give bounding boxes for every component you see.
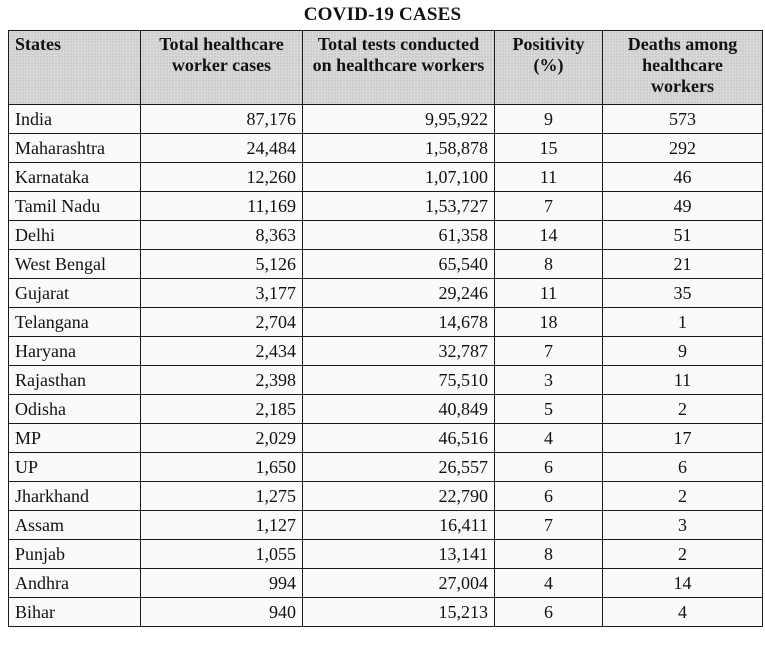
cell-state: Tamil Nadu xyxy=(9,192,141,221)
covid-cases-table xyxy=(8,30,763,627)
cell-total-tests: 27,004 xyxy=(303,569,495,598)
cell-state: Andhra xyxy=(9,569,141,598)
table-row xyxy=(9,134,763,163)
table-row xyxy=(9,279,763,308)
cell-total-cases: 3,177 xyxy=(141,279,303,308)
cell-deaths: 2 xyxy=(603,540,763,569)
cell-total-tests: 26,557 xyxy=(303,453,495,482)
cell-deaths: 9 xyxy=(603,337,763,366)
table-body xyxy=(9,105,763,627)
cell-total-cases: 994 xyxy=(141,569,303,598)
cell-deaths: 4 xyxy=(603,598,763,627)
cell-state: Haryana xyxy=(9,337,141,366)
cell-state: Maharashtra xyxy=(9,134,141,163)
table-row xyxy=(9,105,763,134)
cell-positivity: 18 xyxy=(495,308,603,337)
table-row xyxy=(9,221,763,250)
cell-deaths: 14 xyxy=(603,569,763,598)
cell-total-cases: 11,169 xyxy=(141,192,303,221)
cell-state: West Bengal xyxy=(9,250,141,279)
cell-total-cases: 2,029 xyxy=(141,424,303,453)
cell-total-cases: 8,363 xyxy=(141,221,303,250)
table-row xyxy=(9,250,763,279)
cell-total-cases: 1,650 xyxy=(141,453,303,482)
cell-deaths: 292 xyxy=(603,134,763,163)
table-row xyxy=(9,424,763,453)
table-row xyxy=(9,308,763,337)
cell-total-tests: 22,790 xyxy=(303,482,495,511)
cell-deaths: 3 xyxy=(603,511,763,540)
cell-positivity: 6 xyxy=(495,598,603,627)
cell-deaths: 51 xyxy=(603,221,763,250)
cell-total-tests: 1,53,727 xyxy=(303,192,495,221)
table-row xyxy=(9,395,763,424)
cell-total-cases: 24,484 xyxy=(141,134,303,163)
table-row xyxy=(9,569,763,598)
cell-deaths: 49 xyxy=(603,192,763,221)
table-row xyxy=(9,598,763,627)
header-states: States xyxy=(9,31,141,105)
table-row xyxy=(9,540,763,569)
cell-state: Bihar xyxy=(9,598,141,627)
table-row xyxy=(9,511,763,540)
cell-positivity: 11 xyxy=(495,279,603,308)
cell-deaths: 573 xyxy=(603,105,763,134)
table-row xyxy=(9,192,763,221)
cell-state: Punjab xyxy=(9,540,141,569)
cell-total-cases: 87,176 xyxy=(141,105,303,134)
cell-total-cases: 2,704 xyxy=(141,308,303,337)
cell-deaths: 21 xyxy=(603,250,763,279)
table-row xyxy=(9,163,763,192)
header-positivity: Positivity (%) xyxy=(495,31,603,105)
cell-total-tests: 65,540 xyxy=(303,250,495,279)
cell-total-tests: 1,58,878 xyxy=(303,134,495,163)
cell-positivity: 14 xyxy=(495,221,603,250)
cell-deaths: 2 xyxy=(603,395,763,424)
cell-total-cases: 1,055 xyxy=(141,540,303,569)
cell-deaths: 35 xyxy=(603,279,763,308)
cell-state: UP xyxy=(9,453,141,482)
table-row xyxy=(9,453,763,482)
cell-total-tests: 14,678 xyxy=(303,308,495,337)
cell-total-tests: 13,141 xyxy=(303,540,495,569)
cell-positivity: 11 xyxy=(495,163,603,192)
cell-state: Assam xyxy=(9,511,141,540)
cell-positivity: 7 xyxy=(495,192,603,221)
header-total-tests: Total tests conducted on healthcare workers xyxy=(303,31,495,105)
cell-state: Jharkhand xyxy=(9,482,141,511)
cell-positivity: 8 xyxy=(495,540,603,569)
cell-total-tests: 16,411 xyxy=(303,511,495,540)
cell-total-tests: 61,358 xyxy=(303,221,495,250)
cell-positivity: 4 xyxy=(495,569,603,598)
cell-total-cases: 940 xyxy=(141,598,303,627)
cell-total-cases: 12,260 xyxy=(141,163,303,192)
table-row xyxy=(9,337,763,366)
cell-deaths: 2 xyxy=(603,482,763,511)
table-row xyxy=(9,366,763,395)
cell-deaths: 46 xyxy=(603,163,763,192)
cell-state: India xyxy=(9,105,141,134)
cell-total-cases: 2,398 xyxy=(141,366,303,395)
cell-total-cases: 2,434 xyxy=(141,337,303,366)
cell-total-tests: 46,516 xyxy=(303,424,495,453)
cell-state: Rajasthan xyxy=(9,366,141,395)
cell-state: MP xyxy=(9,424,141,453)
cell-positivity: 9 xyxy=(495,105,603,134)
cell-total-cases: 5,126 xyxy=(141,250,303,279)
cell-positivity: 3 xyxy=(495,366,603,395)
cell-positivity: 7 xyxy=(495,511,603,540)
cell-positivity: 8 xyxy=(495,250,603,279)
cell-deaths: 6 xyxy=(603,453,763,482)
header-total-cases: Total healthcare worker cases xyxy=(141,31,303,105)
cell-positivity: 6 xyxy=(495,453,603,482)
cell-positivity: 15 xyxy=(495,134,603,163)
cell-total-tests: 1,07,100 xyxy=(303,163,495,192)
cell-positivity: 6 xyxy=(495,482,603,511)
cell-positivity: 4 xyxy=(495,424,603,453)
cell-deaths: 17 xyxy=(603,424,763,453)
cell-total-tests: 40,849 xyxy=(303,395,495,424)
cell-positivity: 7 xyxy=(495,337,603,366)
cell-total-tests: 29,246 xyxy=(303,279,495,308)
cell-state: Gujarat xyxy=(9,279,141,308)
cell-positivity: 5 xyxy=(495,395,603,424)
table-row xyxy=(9,482,763,511)
cell-total-tests: 15,213 xyxy=(303,598,495,627)
cell-total-cases: 1,127 xyxy=(141,511,303,540)
cell-state: Karnataka xyxy=(9,163,141,192)
cell-state: Delhi xyxy=(9,221,141,250)
cell-total-tests: 32,787 xyxy=(303,337,495,366)
cell-total-tests: 9,95,922 xyxy=(303,105,495,134)
table-header-row xyxy=(9,31,763,105)
header-deaths: Deaths among healthcare workers xyxy=(603,31,763,105)
cell-deaths: 1 xyxy=(603,308,763,337)
cell-total-cases: 1,275 xyxy=(141,482,303,511)
cell-total-tests: 75,510 xyxy=(303,366,495,395)
cell-total-cases: 2,185 xyxy=(141,395,303,424)
cell-deaths: 11 xyxy=(603,366,763,395)
cell-state: Odisha xyxy=(9,395,141,424)
page-title: COVID-19 CASES xyxy=(303,4,462,25)
cell-state: Telangana xyxy=(9,308,141,337)
